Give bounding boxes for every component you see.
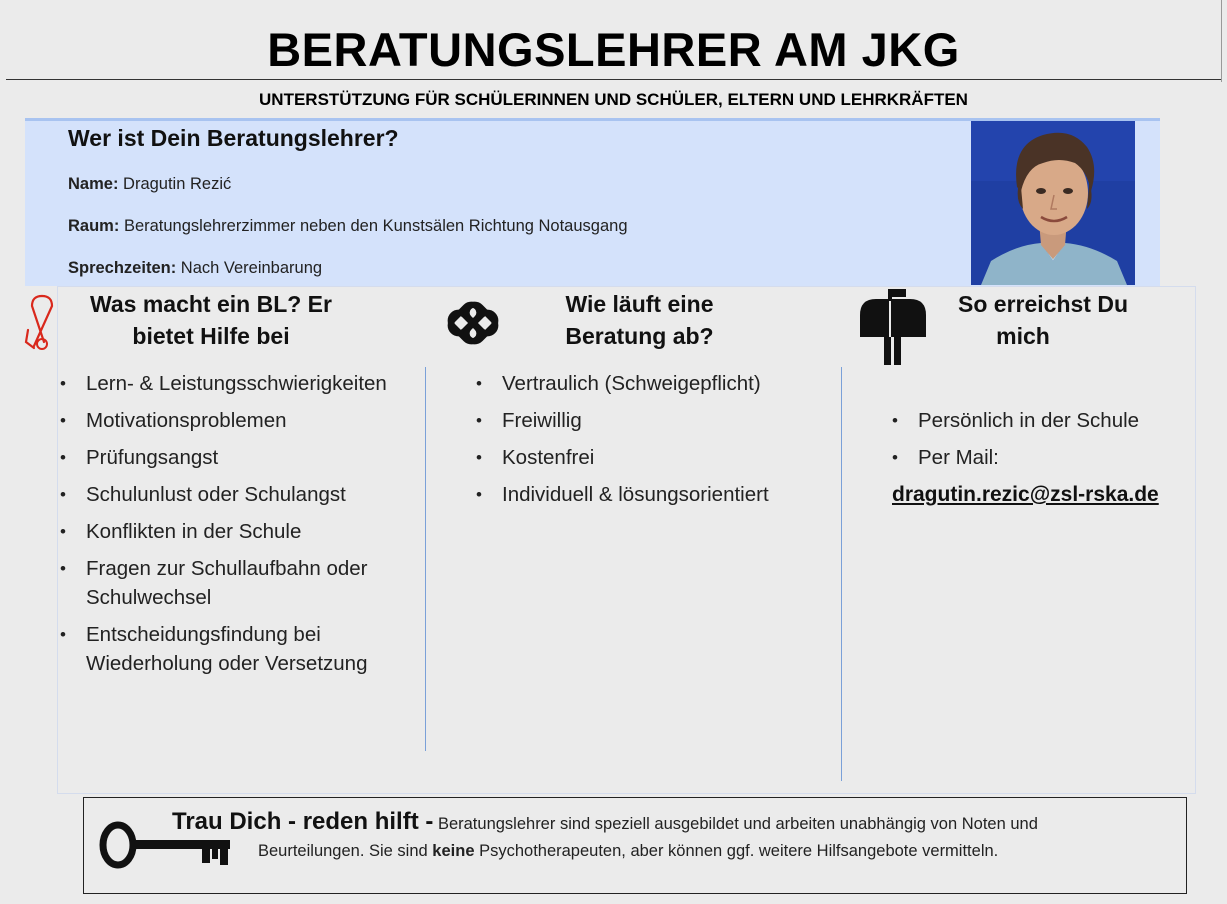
info-name-line <box>68 175 231 194</box>
list-item: • Fragen zur Schullaufbahn oder Schulwechsel <box>58 554 398 612</box>
name-value: Dragutin Rezić <box>123 175 232 193</box>
email-link[interactable]: dragutin.rezic@zsl-rska.de <box>892 483 1159 506</box>
list-item: • Motivationsproblemen <box>58 406 398 435</box>
teacher-portrait-photo <box>971 121 1135 285</box>
footer-lead: Trau Dich - reden hilft - <box>172 808 434 835</box>
contact-heading-line-2: mich <box>996 323 1050 349</box>
page-subtitle: UNTERSTÜTZUNG FÜR SCHÜLERINNEN UND SCHÜLER, ELTERN UND LEHRKRÄFTEN <box>259 90 968 109</box>
column-divider <box>425 367 426 751</box>
mailbox-icon <box>858 287 928 367</box>
list-item: • Persönlich in der Schule <box>890 406 1200 435</box>
hours-label: Sprechzeiten: <box>68 259 177 277</box>
interlocked-links-icon <box>442 293 504 353</box>
footer-text-line-1: Beratungslehrer sind speziell ausgebildet und arbeiten unabhängig von Noten und <box>437 815 1038 833</box>
info-room-line <box>68 217 628 236</box>
list-item: • Lern- & Leistungsschwierigkeiten <box>58 369 398 398</box>
list-item: • Prüfungsangst <box>58 443 398 472</box>
room-value: Beratungslehrerzimmer neben den Kunstsälen Richtung Notausgang <box>123 217 628 235</box>
column-heading-process: Wie läuft eine Beratung ab? <box>565 291 714 349</box>
name-label: Name: <box>68 175 119 193</box>
page-title: BERATUNGSLEHRER AM JKG <box>267 23 960 76</box>
hours-value: Nach Vereinbarung <box>180 259 323 277</box>
list-item: • Per Mail: <box>890 443 1200 472</box>
contact-heading-line-1: So erreichst Du <box>958 291 1128 317</box>
info-heading: Wer ist Dein Beratungslehrer? <box>68 125 399 151</box>
header-edge-line <box>1221 0 1222 82</box>
list-item: • Kostenfrei <box>474 443 774 472</box>
footer-text-part: Beurteilungen. Sie sind <box>258 842 428 860</box>
process-list <box>474 369 774 517</box>
room-label: Raum: <box>68 217 120 235</box>
column-heading-help: Was macht ein BL? Er bietet Hilfe bei <box>90 291 332 349</box>
list-item: • Schulunlust oder Schulangst <box>58 480 398 509</box>
list-item: • Entscheidungsfindung bei Wiederholung oder Versetzung <box>58 620 398 678</box>
header-divider <box>6 79 1221 80</box>
info-hours-line <box>68 259 322 278</box>
footer-text <box>172 808 1162 865</box>
contact-list <box>890 406 1200 480</box>
safety-pin-icon <box>22 292 58 352</box>
list-item: • Freiwillig <box>474 406 774 435</box>
column-divider <box>841 367 842 781</box>
help-topics-list <box>58 369 398 686</box>
footer-emphasis: keine <box>432 842 475 860</box>
list-item: • Individuell & lösungsorientiert <box>474 480 774 509</box>
list-item: • Konflikten in der Schule <box>58 517 398 546</box>
footer-text-part: Psychotherapeuten, aber können ggf. weitere Hilfsangebote vermitteln. <box>479 842 999 860</box>
list-item: • Vertraulich (Schweigepflicht) <box>474 369 774 398</box>
footer-text-line-2 <box>172 838 1162 865</box>
column-heading-contact <box>953 288 1133 352</box>
